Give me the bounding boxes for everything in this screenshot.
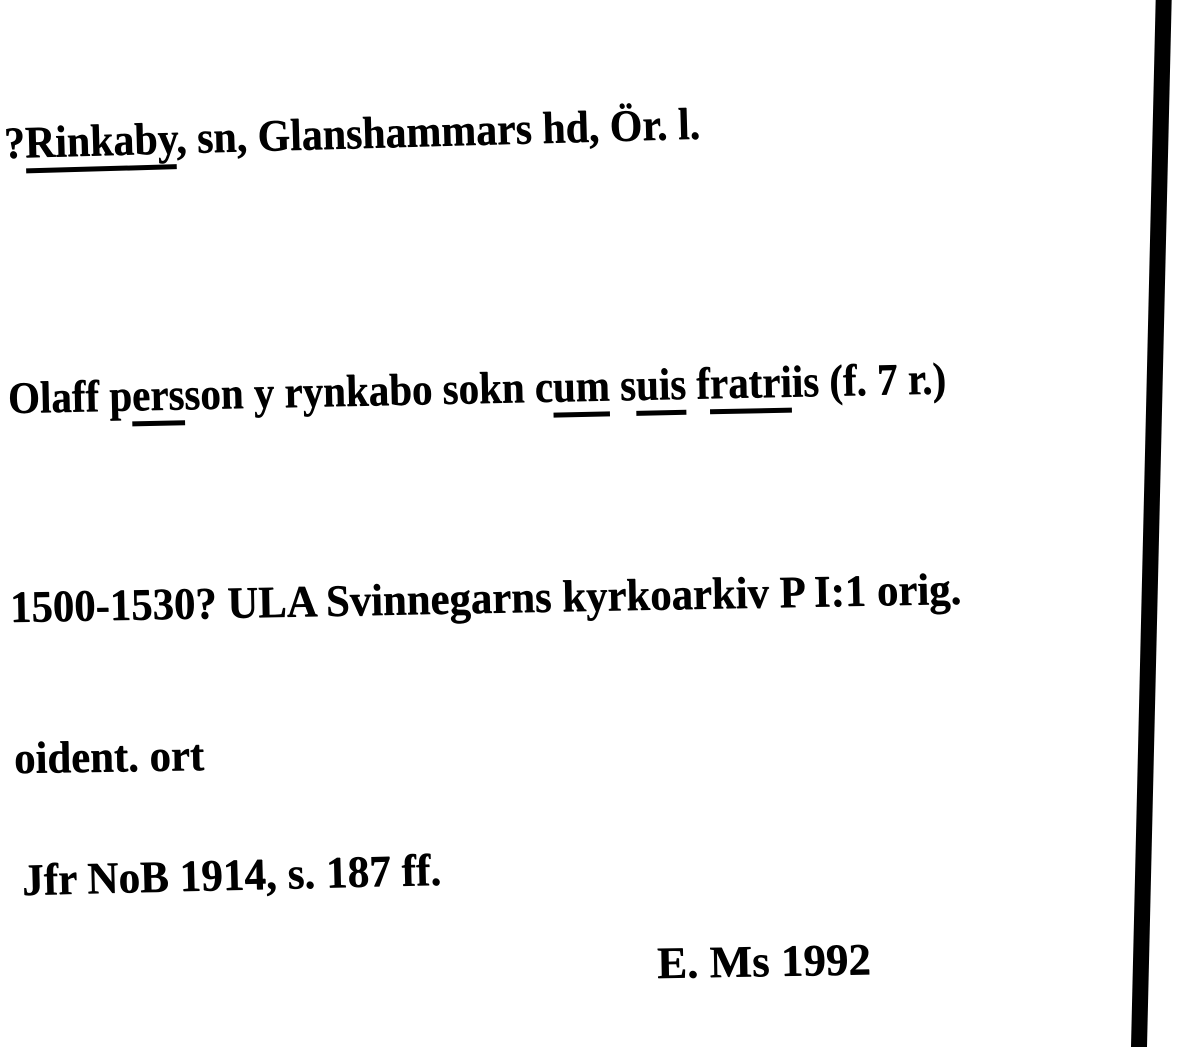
dating-source-line [10, 564, 962, 634]
text-segment: s [609, 359, 637, 411]
text-segment: oident. ort [13, 730, 205, 783]
text-segment: son y rynkabo sokn c [183, 361, 554, 420]
reference-line [21, 845, 441, 907]
text-segment: Olaff p [7, 370, 133, 423]
note-line [14, 730, 205, 785]
underlined-text: Rinkaby [24, 113, 177, 173]
underlined-text: ratri [709, 357, 792, 415]
text-segment: is (f. 7 r.) [791, 353, 947, 407]
underlined-text: um [552, 360, 610, 417]
headword-line [3, 99, 700, 170]
text-segment: ? [3, 117, 26, 168]
source-quote-line [7, 353, 946, 424]
text-segment: , sn, Glanshammars hd, Ör. l. [175, 98, 701, 164]
text-segment: f [685, 358, 711, 409]
signature-line [657, 934, 872, 989]
underlined-text: uis [635, 359, 686, 416]
text-segment: 1500-1530? ULA Svinnegarns kyrkoarkiv P I:1 orig. [9, 563, 962, 632]
scan-edge-line [1131, 0, 1172, 1047]
underlined-text: ers [131, 369, 184, 426]
text-segment: E. Ms 1992 [656, 934, 872, 988]
text-segment: Jfr NoB 1914, s. 187 ff. [21, 844, 442, 905]
